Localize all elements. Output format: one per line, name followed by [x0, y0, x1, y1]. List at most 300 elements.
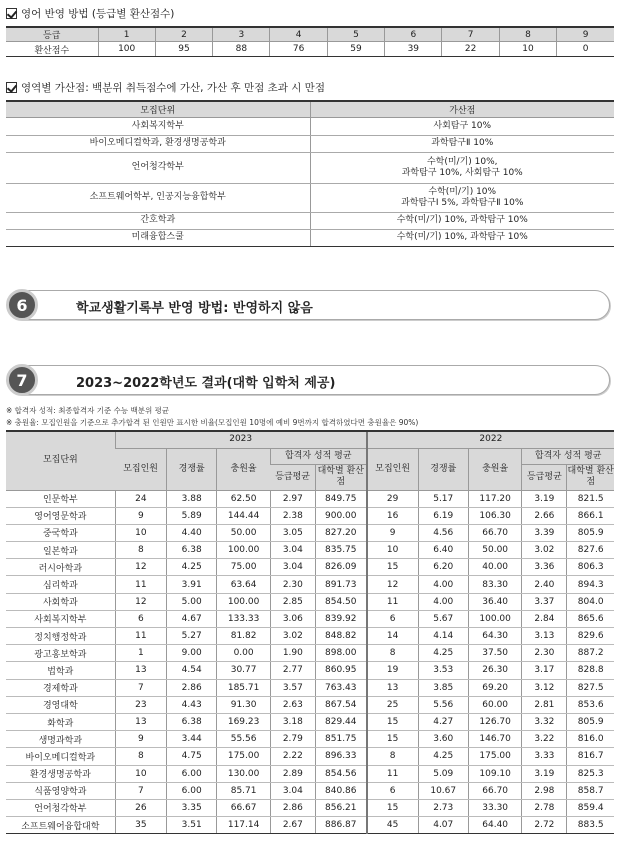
bonus-col-points: 가산점 — [310, 101, 614, 117]
cell-competition-2022: 5.17 — [418, 490, 468, 507]
cell-converted-2023: 896.33 — [315, 748, 366, 765]
cell-unit: 일본학과 — [6, 542, 115, 559]
cell-competition-2022: 5.09 — [418, 765, 468, 782]
cell-fill-2023: 85.71 — [217, 782, 271, 799]
bonus-unit: 언어청각학부 — [6, 152, 310, 183]
cell-unit: 경제학과 — [6, 679, 115, 696]
cell-fill-2023: 185.71 — [217, 679, 271, 696]
cell-fill-2023: 0.00 — [217, 645, 271, 662]
table-row — [6, 765, 614, 782]
cell-competition-2022: 4.00 — [418, 576, 468, 593]
cell-converted-2022: 804.0 — [567, 593, 614, 610]
cell-competition-2022: 4.25 — [418, 748, 468, 765]
table-row — [6, 628, 614, 645]
note-line: ※ 합격자 성적: 최종합격자 기준 수능 백분위 평균 — [6, 406, 170, 415]
cell-competition-2023: 5.89 — [167, 507, 217, 524]
table-row — [6, 576, 614, 593]
bonus-section-title: 영역별 가산점: 백분위 취득점수에 가산, 가산 후 만점 초과 시 만점 — [6, 80, 325, 94]
cell-converted-2023: 886.87 — [315, 817, 366, 834]
grade-cell: 2 — [155, 27, 212, 42]
cell-unit: 경영대학 — [6, 696, 115, 713]
cell-unit: 법학과 — [6, 662, 115, 679]
cell-unit: 중국학과 — [6, 524, 115, 541]
cell-converted-2023: 763.43 — [315, 679, 366, 696]
score-row — [6, 42, 614, 57]
cell-grade-avg-2023: 2.22 — [270, 748, 315, 765]
cell-competition-2022: 4.27 — [418, 713, 468, 730]
cell-converted-2022: 821.5 — [567, 490, 614, 507]
cell-grade-avg-2023: 1.90 — [270, 645, 315, 662]
grade-cell: 1 — [98, 27, 155, 42]
cell-competition-2023: 3.91 — [167, 576, 217, 593]
cell-converted-2022: 866.1 — [567, 507, 614, 524]
cell-converted-2022: 827.6 — [567, 542, 614, 559]
cell-grade-avg-2023: 2.89 — [270, 765, 315, 782]
cell-grade-avg-2023: 3.57 — [270, 679, 315, 696]
cell-competition-2022: 4.56 — [418, 524, 468, 541]
cell-competition-2022: 3.85 — [418, 679, 468, 696]
score-cell: 10 — [499, 42, 556, 57]
cell-quota-2022: 6 — [367, 610, 418, 627]
cell-unit: 소프트웨어융합대학 — [6, 817, 115, 834]
cell-competition-2023: 3.88 — [167, 490, 217, 507]
cell-competition-2023: 6.00 — [167, 765, 217, 782]
grade-cell: 5 — [327, 27, 384, 42]
cell-competition-2022: 2.73 — [418, 799, 468, 816]
cell-competition-2022: 4.07 — [418, 817, 468, 834]
english-section-title: 영어 반영 방법 (등급별 환산점수) — [6, 6, 174, 20]
cell-grade-avg-2023: 3.04 — [270, 782, 315, 799]
cell-competition-2023: 6.38 — [167, 713, 217, 730]
cell-converted-2023: 860.95 — [315, 662, 366, 679]
cell-competition-2022: 10.67 — [418, 782, 468, 799]
table-row — [6, 713, 614, 730]
cell-fill-2022: 26.30 — [468, 662, 522, 679]
cell-quota-2022: 16 — [367, 507, 418, 524]
col-converted-score: 대학별 환산점 — [315, 464, 366, 490]
cell-fill-2022: 60.00 — [468, 696, 522, 713]
table-row — [6, 748, 614, 765]
col-quota: 모집인원 — [115, 448, 166, 490]
bonus-unit: 미래융합스쿨 — [6, 229, 310, 246]
table-row — [6, 817, 614, 834]
cell-competition-2023: 4.43 — [167, 696, 217, 713]
cell-competition-2023: 3.44 — [167, 731, 217, 748]
cell-unit: 광고홍보학과 — [6, 645, 115, 662]
cell-grade-avg-2023: 2.38 — [270, 507, 315, 524]
cell-converted-2022: 805.9 — [567, 524, 614, 541]
cell-fill-2023: 50.00 — [217, 524, 271, 541]
cell-fill-2022: 117.20 — [468, 490, 522, 507]
results-table — [6, 430, 614, 834]
cell-quota-2022: 11 — [367, 765, 418, 782]
cell-quota-2022: 25 — [367, 696, 418, 713]
grade-cell: 9 — [557, 27, 614, 42]
year-2023-header: 2023 — [115, 431, 367, 448]
col-avg-score: 합격자 성적 평균 — [522, 448, 614, 464]
cell-competition-2022: 5.67 — [418, 610, 468, 627]
cell-grade-avg-2022: 3.39 — [522, 524, 567, 541]
cell-converted-2023: 856.21 — [315, 799, 366, 816]
cell-quota-2022: 11 — [367, 593, 418, 610]
cell-converted-2023: 898.00 — [315, 645, 366, 662]
score-cell: 22 — [442, 42, 499, 57]
cell-converted-2022: 805.9 — [567, 713, 614, 730]
cell-quota-2023: 26 — [115, 799, 166, 816]
cell-grade-avg-2022: 2.78 — [522, 799, 567, 816]
cell-fill-2023: 91.30 — [217, 696, 271, 713]
cell-grade-avg-2022: 2.30 — [522, 645, 567, 662]
table-row — [6, 559, 614, 576]
cell-fill-2023: 55.56 — [217, 731, 271, 748]
cell-quota-2023: 13 — [115, 662, 166, 679]
cell-competition-2022: 6.19 — [418, 507, 468, 524]
cell-competition-2022: 5.56 — [418, 696, 468, 713]
results-col-unit: 모집단위 — [6, 431, 115, 490]
cell-unit: 인문학부 — [6, 490, 115, 507]
cell-competition-2023: 6.00 — [167, 782, 217, 799]
cell-quota-2022: 13 — [367, 679, 418, 696]
cell-quota-2023: 6 — [115, 610, 166, 627]
cell-grade-avg-2023: 2.67 — [270, 817, 315, 834]
cell-competition-2023: 5.27 — [167, 628, 217, 645]
bonus-unit: 소프트웨어학부, 인공지능융합학부 — [6, 183, 310, 212]
cell-quota-2023: 7 — [115, 782, 166, 799]
table-row — [6, 799, 614, 816]
bonus-points: 사회탐구 10% — [310, 117, 614, 135]
cell-grade-avg-2022: 2.72 — [522, 817, 567, 834]
cell-fill-2022: 109.10 — [468, 765, 522, 782]
cell-unit: 러시아학과 — [6, 559, 115, 576]
cell-converted-2023: 835.75 — [315, 542, 366, 559]
cell-converted-2022: 859.4 — [567, 799, 614, 816]
cell-fill-2022: 146.70 — [468, 731, 522, 748]
cell-quota-2022: 19 — [367, 662, 418, 679]
cell-grade-avg-2022: 3.19 — [522, 765, 567, 782]
cell-quota-2023: 35 — [115, 817, 166, 834]
cell-grade-avg-2023: 2.79 — [270, 731, 315, 748]
cell-unit: 정치행정학과 — [6, 628, 115, 645]
cell-unit: 언어청각학부 — [6, 799, 115, 816]
score-cell: 39 — [385, 42, 442, 57]
bonus-col-unit: 모집단위 — [6, 101, 310, 117]
cell-unit: 사회복지학부 — [6, 610, 115, 627]
table-row — [6, 782, 614, 799]
english-grade-table — [6, 26, 614, 57]
cell-quota-2023: 12 — [115, 559, 166, 576]
table-row — [6, 524, 614, 541]
cell-competition-2022: 4.25 — [418, 645, 468, 662]
cell-grade-avg-2022: 2.98 — [522, 782, 567, 799]
score-row-label: 환산점수 — [6, 42, 98, 57]
col-competition: 경쟁률 — [418, 448, 468, 490]
cell-quota-2023: 10 — [115, 765, 166, 782]
cell-quota-2023: 9 — [115, 731, 166, 748]
cell-fill-2022: 36.40 — [468, 593, 522, 610]
cell-fill-2023: 130.00 — [217, 765, 271, 782]
cell-converted-2023: 854.56 — [315, 765, 366, 782]
bonus-row — [6, 117, 614, 135]
cell-grade-avg-2023: 3.06 — [270, 610, 315, 627]
grade-cell: 3 — [213, 27, 270, 42]
cell-quota-2023: 8 — [115, 542, 166, 559]
bonus-unit: 바이오메디컬학과, 환경생명공학과 — [6, 135, 310, 152]
cell-competition-2023: 4.25 — [167, 559, 217, 576]
cell-fill-2022: 50.00 — [468, 542, 522, 559]
cell-quota-2022: 10 — [367, 542, 418, 559]
cell-converted-2023: 829.44 — [315, 713, 366, 730]
cell-grade-avg-2022: 2.66 — [522, 507, 567, 524]
bonus-row — [6, 183, 614, 212]
cell-converted-2023: 867.54 — [315, 696, 366, 713]
table-row — [6, 731, 614, 748]
score-cell: 0 — [557, 42, 614, 57]
col-fill-rate: 충원율 — [217, 448, 271, 490]
cell-unit: 환경생명공학과 — [6, 765, 115, 782]
cell-fill-2023: 117.14 — [217, 817, 271, 834]
col-fill-rate: 충원율 — [468, 448, 522, 490]
table-row — [6, 645, 614, 662]
cell-unit: 영어영문학과 — [6, 507, 115, 524]
col-avg-score: 합격자 성적 평균 — [270, 448, 366, 464]
cell-competition-2023: 6.38 — [167, 542, 217, 559]
cell-grade-avg-2023: 2.97 — [270, 490, 315, 507]
table-row — [6, 542, 614, 559]
cell-converted-2022: 865.6 — [567, 610, 614, 627]
cell-converted-2022: 829.6 — [567, 628, 614, 645]
cell-unit: 사회학과 — [6, 593, 115, 610]
score-cell: 59 — [327, 42, 384, 57]
cell-quota-2023: 24 — [115, 490, 166, 507]
bonus-row — [6, 212, 614, 229]
cell-grade-avg-2022: 3.36 — [522, 559, 567, 576]
cell-converted-2022: 894.3 — [567, 576, 614, 593]
bonus-points — [310, 183, 614, 212]
cell-fill-2023: 81.82 — [217, 628, 271, 645]
cell-converted-2023: 900.00 — [315, 507, 366, 524]
grade-cell: 7 — [442, 27, 499, 42]
score-cell: 88 — [213, 42, 270, 57]
cell-quota-2022: 15 — [367, 731, 418, 748]
cell-competition-2023: 3.35 — [167, 799, 217, 816]
cell-quota-2022: 15 — [367, 799, 418, 816]
cell-quota-2023: 23 — [115, 696, 166, 713]
cell-converted-2022: 827.5 — [567, 679, 614, 696]
cell-converted-2023: 826.09 — [315, 559, 366, 576]
grade-header-row — [6, 27, 614, 42]
banner-section-6 — [6, 289, 610, 321]
cell-fill-2022: 69.20 — [468, 679, 522, 696]
cell-grade-avg-2022: 2.40 — [522, 576, 567, 593]
cell-competition-2023: 3.51 — [167, 817, 217, 834]
cell-unit: 바이오메디컬학과 — [6, 748, 115, 765]
cell-quota-2023: 12 — [115, 593, 166, 610]
cell-fill-2023: 62.50 — [217, 490, 271, 507]
cell-grade-avg-2023: 2.86 — [270, 799, 315, 816]
cell-fill-2022: 175.00 — [468, 748, 522, 765]
cell-competition-2023: 2.86 — [167, 679, 217, 696]
cell-grade-avg-2023: 3.02 — [270, 628, 315, 645]
cell-converted-2022: 806.3 — [567, 559, 614, 576]
cell-grade-avg-2022: 3.32 — [522, 713, 567, 730]
cell-grade-avg-2023: 2.77 — [270, 662, 315, 679]
cell-competition-2022: 3.60 — [418, 731, 468, 748]
score-cell: 95 — [155, 42, 212, 57]
cell-grade-avg-2022: 3.33 — [522, 748, 567, 765]
table-row — [6, 696, 614, 713]
checkbox-icon — [6, 82, 17, 93]
cell-grade-avg-2022: 3.19 — [522, 490, 567, 507]
cell-quota-2023: 11 — [115, 628, 166, 645]
cell-fill-2023: 144.44 — [217, 507, 271, 524]
cell-grade-avg-2023: 2.85 — [270, 593, 315, 610]
table-row — [6, 662, 614, 679]
cell-converted-2023: 849.75 — [315, 490, 366, 507]
cell-grade-avg-2022: 3.17 — [522, 662, 567, 679]
cell-fill-2022: 66.70 — [468, 782, 522, 799]
note-line: ※ 충원율: 모집인원을 기준으로 추가합격 된 인원만 표시한 비율(모집인원 10명에 예비 9번까지 합격하였다면 충원율은 90%) — [6, 418, 419, 427]
bonus-table — [6, 100, 614, 247]
banner-title: 학교생활기록부 반영 방법: 반영하지 않음 — [76, 301, 313, 316]
cell-competition-2022: 6.20 — [418, 559, 468, 576]
cell-fill-2022: 66.70 — [468, 524, 522, 541]
bonus-row — [6, 152, 614, 183]
bonus-points: 과학탐구Ⅱ 10% — [310, 135, 614, 152]
cell-unit: 화학과 — [6, 713, 115, 730]
cell-fill-2023: 175.00 — [217, 748, 271, 765]
cell-fill-2022: 126.70 — [468, 713, 522, 730]
cell-unit: 심리학과 — [6, 576, 115, 593]
cell-quota-2022: 12 — [367, 576, 418, 593]
grade-cell: 4 — [270, 27, 327, 42]
cell-quota-2022: 15 — [367, 559, 418, 576]
cell-competition-2023: 4.75 — [167, 748, 217, 765]
cell-quota-2023: 8 — [115, 748, 166, 765]
bonus-line: 수학(미/기) 10% — [428, 186, 497, 197]
cell-grade-avg-2023: 3.04 — [270, 559, 315, 576]
cell-quota-2023: 13 — [115, 713, 166, 730]
cell-quota-2023: 7 — [115, 679, 166, 696]
cell-fill-2022: 64.30 — [468, 628, 522, 645]
col-grade-avg: 등급평균 — [522, 464, 567, 490]
banner-title: 2023~2022학년도 결과(대학 입학처 제공) — [76, 376, 336, 391]
cell-grade-avg-2022: 3.37 — [522, 593, 567, 610]
cell-quota-2023: 1 — [115, 645, 166, 662]
cell-fill-2023: 133.33 — [217, 610, 271, 627]
cell-converted-2022: 825.3 — [567, 765, 614, 782]
cell-converted-2023: 891.73 — [315, 576, 366, 593]
cell-quota-2022: 6 — [367, 782, 418, 799]
col-converted-score: 대학별 환산점 — [567, 464, 614, 490]
cell-converted-2023: 848.82 — [315, 628, 366, 645]
bonus-points: 수학(미/기) 10%, 과학탐구 10% — [310, 212, 614, 229]
col-grade-avg: 등급평균 — [270, 464, 315, 490]
cell-fill-2023: 100.00 — [217, 593, 271, 610]
bonus-points — [310, 152, 614, 183]
cell-quota-2023: 9 — [115, 507, 166, 524]
cell-converted-2023: 851.75 — [315, 731, 366, 748]
table-row — [6, 610, 614, 627]
cell-quota-2022: 9 — [367, 524, 418, 541]
cell-quota-2022: 8 — [367, 645, 418, 662]
table-row — [6, 679, 614, 696]
grade-cell: 8 — [499, 27, 556, 42]
bonus-unit: 사회복지학부 — [6, 117, 310, 135]
col-quota: 모집인원 — [367, 448, 418, 490]
bonus-line: 과학탐구 10%, 사회탐구 10% — [401, 167, 523, 178]
bonus-unit: 간호학과 — [6, 212, 310, 229]
cell-competition-2022: 3.53 — [418, 662, 468, 679]
cell-converted-2022: 853.6 — [567, 696, 614, 713]
year-2022-header: 2022 — [367, 431, 614, 448]
cell-quota-2022: 29 — [367, 490, 418, 507]
score-cell: 100 — [98, 42, 155, 57]
section-number-badge: 7 — [6, 364, 38, 396]
cell-competition-2022: 4.14 — [418, 628, 468, 645]
cell-quota-2022: 45 — [367, 817, 418, 834]
cell-grade-avg-2022: 2.81 — [522, 696, 567, 713]
cell-competition-2023: 5.00 — [167, 593, 217, 610]
table-row — [6, 593, 614, 610]
banner-section-7 — [6, 364, 610, 396]
cell-grade-avg-2023: 3.05 — [270, 524, 315, 541]
table-row — [6, 507, 614, 524]
cell-competition-2023: 4.54 — [167, 662, 217, 679]
cell-grade-avg-2023: 3.18 — [270, 713, 315, 730]
score-cell: 76 — [270, 42, 327, 57]
cell-grade-avg-2022: 3.13 — [522, 628, 567, 645]
cell-competition-2023: 9.00 — [167, 645, 217, 662]
cell-fill-2022: 64.40 — [468, 817, 522, 834]
cell-fill-2023: 169.23 — [217, 713, 271, 730]
cell-fill-2023: 30.77 — [217, 662, 271, 679]
cell-converted-2022: 887.2 — [567, 645, 614, 662]
cell-competition-2022: 6.40 — [418, 542, 468, 559]
cell-converted-2022: 858.7 — [567, 782, 614, 799]
table-row — [6, 490, 614, 507]
cell-fill-2022: 40.00 — [468, 559, 522, 576]
cell-grade-avg-2023: 3.04 — [270, 542, 315, 559]
cell-converted-2023: 827.20 — [315, 524, 366, 541]
bonus-line: 수학(미/기) 10%, — [426, 156, 498, 167]
cell-quota-2023: 11 — [115, 576, 166, 593]
cell-grade-avg-2022: 3.12 — [522, 679, 567, 696]
cell-fill-2022: 33.30 — [468, 799, 522, 816]
cell-fill-2023: 100.00 — [217, 542, 271, 559]
cell-quota-2022: 8 — [367, 748, 418, 765]
cell-competition-2022: 4.00 — [418, 593, 468, 610]
cell-grade-avg-2022: 3.22 — [522, 731, 567, 748]
cell-quota-2022: 15 — [367, 713, 418, 730]
bonus-line: 과학탐구Ⅰ 5%, 과학탐구Ⅱ 10% — [401, 197, 524, 208]
bonus-header-row — [6, 101, 614, 117]
cell-competition-2023: 4.67 — [167, 610, 217, 627]
cell-converted-2023: 839.92 — [315, 610, 366, 627]
cell-converted-2023: 840.86 — [315, 782, 366, 799]
cell-unit: 식품영양학과 — [6, 782, 115, 799]
cell-grade-avg-2022: 2.84 — [522, 610, 567, 627]
col-competition: 경쟁률 — [167, 448, 217, 490]
cell-grade-avg-2023: 2.63 — [270, 696, 315, 713]
cell-converted-2022: 816.0 — [567, 731, 614, 748]
cell-competition-2023: 4.40 — [167, 524, 217, 541]
cell-fill-2022: 37.50 — [468, 645, 522, 662]
cell-fill-2022: 83.30 — [468, 576, 522, 593]
cell-fill-2022: 106.30 — [468, 507, 522, 524]
cell-converted-2022: 883.5 — [567, 817, 614, 834]
cell-fill-2022: 100.00 — [468, 610, 522, 627]
cell-converted-2022: 828.8 — [567, 662, 614, 679]
